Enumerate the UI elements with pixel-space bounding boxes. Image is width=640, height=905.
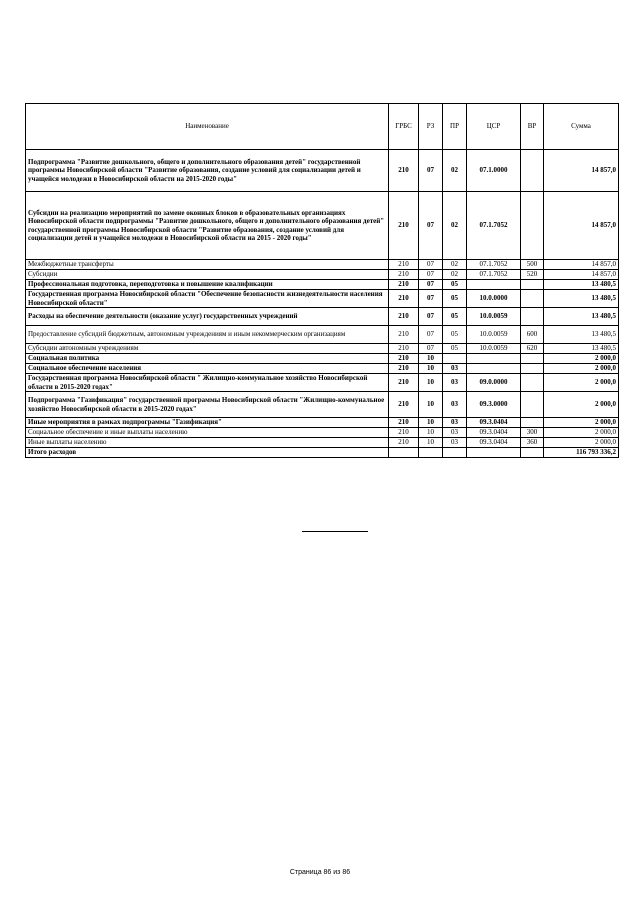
cell-sum: 14 857,0 xyxy=(544,192,619,260)
cell-vr: 600 xyxy=(521,326,544,344)
cell-pr: 02 xyxy=(443,260,467,270)
cell-rz: 10 xyxy=(419,392,443,418)
cell-sum: 13 480,5 xyxy=(544,344,619,354)
cell-sum: 14 857,0 xyxy=(544,150,619,192)
cell-vr xyxy=(521,150,544,192)
cell-sum: 2 000,0 xyxy=(544,374,619,392)
cell-rz: 07 xyxy=(419,260,443,270)
cell-vr xyxy=(521,290,544,308)
table-header xyxy=(26,104,619,150)
cell-pr: 05 xyxy=(443,290,467,308)
cell-csr xyxy=(467,364,521,374)
cell-sum: 116 793 336,2 xyxy=(544,448,619,458)
cell-pr: 03 xyxy=(443,428,467,438)
table-row xyxy=(26,290,619,308)
cell-name: Иные мероприятия в рамках подпрограммы "Газификация" xyxy=(26,418,389,428)
cell-csr xyxy=(467,280,521,290)
cell-grbs: 210 xyxy=(389,326,419,344)
table-row xyxy=(26,344,619,354)
cell-csr xyxy=(467,448,521,458)
cell-vr xyxy=(521,374,544,392)
table-row xyxy=(26,260,619,270)
cell-pr: 03 xyxy=(443,438,467,448)
cell-pr: 02 xyxy=(443,150,467,192)
table-row xyxy=(26,280,619,290)
cell-rz: 07 xyxy=(419,290,443,308)
cell-rz: 07 xyxy=(419,280,443,290)
cell-sum: 13 480,5 xyxy=(544,290,619,308)
table-row xyxy=(26,418,619,428)
cell-csr: 09.0.0000 xyxy=(467,374,521,392)
cell-name: Подпрограмма "Газификация" государственной программы Новосибирской области "Жилищно-коммунальное хозяйство Новосибирской области в 2015-2020 годах" xyxy=(26,392,389,418)
cell-name: Государственная программа Новосибирской области "Обеспечение безопасности жизнедеятельности населения Новосибирской области" xyxy=(26,290,389,308)
cell-csr: 09.3.0404 xyxy=(467,428,521,438)
cell-name: Субсидии на реализацию мероприятий по замене оконных блоков в образовательных организациях Новосибирской области подпрограммы "Развитие дошкольного, общего и дополнительного образования детей" государственной программы Новосибирской области "Развитие образования, создание условий для социализации детей и учащейся молодежи в Новосибирской области на 2015 - 2020 годы" xyxy=(26,192,389,260)
cell-name: Субсидии автономным учреждениям xyxy=(26,344,389,354)
cell-grbs: 210 xyxy=(389,150,419,192)
header-pr: ПР xyxy=(443,104,467,150)
cell-vr xyxy=(521,364,544,374)
cell-pr: 05 xyxy=(443,308,467,326)
cell-pr: 05 xyxy=(443,280,467,290)
cell-rz: 10 xyxy=(419,428,443,438)
cell-vr xyxy=(521,448,544,458)
cell-name: Профессиональная подготовка, переподготовка и повышение квалификации xyxy=(26,280,389,290)
table-row xyxy=(26,270,619,280)
table-row xyxy=(26,428,619,438)
cell-pr xyxy=(443,354,467,364)
cell-grbs: 210 xyxy=(389,344,419,354)
cell-rz: 07 xyxy=(419,326,443,344)
cell-sum: 2 000,0 xyxy=(544,418,619,428)
cell-name: Расходы на обеспечение деятельности (оказание услуг) государственных учреждений xyxy=(26,308,389,326)
cell-csr: 10.0.0059 xyxy=(467,308,521,326)
cell-vr: 360 xyxy=(521,438,544,448)
cell-sum: 2 000,0 xyxy=(544,354,619,364)
cell-rz: 07 xyxy=(419,308,443,326)
cell-sum: 2 000,0 xyxy=(544,428,619,438)
cell-csr: 09.3.0404 xyxy=(467,418,521,428)
cell-name: Социальное обеспечение и иные выплаты населению xyxy=(26,428,389,438)
cell-csr xyxy=(467,354,521,364)
header-vr: ВР xyxy=(521,104,544,150)
cell-sum: 13 480,5 xyxy=(544,280,619,290)
cell-pr: 03 xyxy=(443,374,467,392)
cell-vr xyxy=(521,418,544,428)
cell-csr: 10.0.0000 xyxy=(467,290,521,308)
cell-grbs: 210 xyxy=(389,290,419,308)
cell-grbs: 210 xyxy=(389,428,419,438)
cell-rz xyxy=(419,448,443,458)
cell-sum: 2 000,0 xyxy=(544,392,619,418)
cell-name: Предоставление субсидий бюджетным, автономным учреждениям и иным некоммерческим организациям xyxy=(26,326,389,344)
cell-pr: 05 xyxy=(443,326,467,344)
cell-grbs: 210 xyxy=(389,192,419,260)
cell-csr: 10.0.0059 xyxy=(467,344,521,354)
cell-pr: 02 xyxy=(443,192,467,260)
cell-name: Итого расходов xyxy=(26,448,389,458)
cell-grbs: 210 xyxy=(389,438,419,448)
cell-rz: 07 xyxy=(419,192,443,260)
cell-sum: 2 000,0 xyxy=(544,364,619,374)
cell-pr: 05 xyxy=(443,344,467,354)
cell-rz: 10 xyxy=(419,418,443,428)
cell-pr: 03 xyxy=(443,418,467,428)
cell-sum: 13 480,5 xyxy=(544,326,619,344)
header-grbs: ГРБС xyxy=(389,104,419,150)
cell-grbs: 210 xyxy=(389,374,419,392)
cell-grbs: 210 xyxy=(389,270,419,280)
header-name: Наименование xyxy=(26,104,389,150)
cell-name: Социальное обеспечение населения xyxy=(26,364,389,374)
cell-csr: 07.1.7052 xyxy=(467,260,521,270)
cell-name: Субсидии xyxy=(26,270,389,280)
cell-pr: 03 xyxy=(443,392,467,418)
table-row xyxy=(26,192,619,260)
table-row xyxy=(26,448,619,458)
cell-rz: 07 xyxy=(419,270,443,280)
cell-name: Социальная политика xyxy=(26,354,389,364)
cell-grbs: 210 xyxy=(389,260,419,270)
cell-sum: 14 857,0 xyxy=(544,260,619,270)
cell-sum: 14 857,0 xyxy=(544,270,619,280)
cell-vr xyxy=(521,354,544,364)
cell-vr xyxy=(521,280,544,290)
cell-pr: 02 xyxy=(443,270,467,280)
table-row xyxy=(26,438,619,448)
header-csr: ЦСР xyxy=(467,104,521,150)
separator-line xyxy=(302,531,368,532)
cell-vr xyxy=(521,392,544,418)
cell-grbs: 210 xyxy=(389,418,419,428)
cell-grbs: 210 xyxy=(389,354,419,364)
cell-rz: 07 xyxy=(419,150,443,192)
table-row xyxy=(26,308,619,326)
cell-vr: 620 xyxy=(521,344,544,354)
table-row xyxy=(26,150,619,192)
cell-csr: 07.1.7052 xyxy=(467,270,521,280)
cell-grbs: 210 xyxy=(389,392,419,418)
cell-rz: 07 xyxy=(419,344,443,354)
cell-vr xyxy=(521,308,544,326)
table-row xyxy=(26,354,619,364)
cell-rz: 10 xyxy=(419,354,443,364)
cell-grbs: 210 xyxy=(389,308,419,326)
cell-rz: 10 xyxy=(419,438,443,448)
cell-rz: 10 xyxy=(419,364,443,374)
cell-csr: 09.3.0404 xyxy=(467,438,521,448)
cell-pr xyxy=(443,448,467,458)
page-number: Страница 86 из 86 xyxy=(289,869,351,876)
cell-vr: 300 xyxy=(521,428,544,438)
cell-csr: 07.1.0000 xyxy=(467,150,521,192)
table-row xyxy=(26,364,619,374)
cell-vr: 500 xyxy=(521,260,544,270)
table-row xyxy=(26,326,619,344)
cell-csr: 10.0.0059 xyxy=(467,326,521,344)
cell-vr: 520 xyxy=(521,270,544,280)
cell-csr: 09.3.0000 xyxy=(467,392,521,418)
cell-grbs xyxy=(389,448,419,458)
budget-table xyxy=(25,103,619,458)
cell-csr: 07.1.7052 xyxy=(467,192,521,260)
table-row xyxy=(26,374,619,392)
cell-rz: 10 xyxy=(419,374,443,392)
cell-name: Межбюджетные трансферты xyxy=(26,260,389,270)
cell-name: Государственная программа Новосибирской области " Жилищно-коммунальное хозяйство Новосибирской области в 2015-2020 годах" xyxy=(26,374,389,392)
header-sum: Сумма xyxy=(544,104,619,150)
cell-sum: 13 480,5 xyxy=(544,308,619,326)
cell-name: Иные выплаты населению xyxy=(26,438,389,448)
table-row xyxy=(26,392,619,418)
cell-pr: 03 xyxy=(443,364,467,374)
cell-name: Подпрограмма "Развитие дошкольного, общего и дополнительного образования детей" государственной программы Новосибирской области "Развитие образования, создание условий для социализации детей и учащейся молодежи в Новосибирской области на 2015-2020 годы" xyxy=(26,150,389,192)
cell-vr xyxy=(521,192,544,260)
table-body xyxy=(26,150,619,458)
cell-sum: 2 000,0 xyxy=(544,438,619,448)
cell-grbs: 210 xyxy=(389,364,419,374)
cell-grbs: 210 xyxy=(389,280,419,290)
header-rz: РЗ xyxy=(419,104,443,150)
